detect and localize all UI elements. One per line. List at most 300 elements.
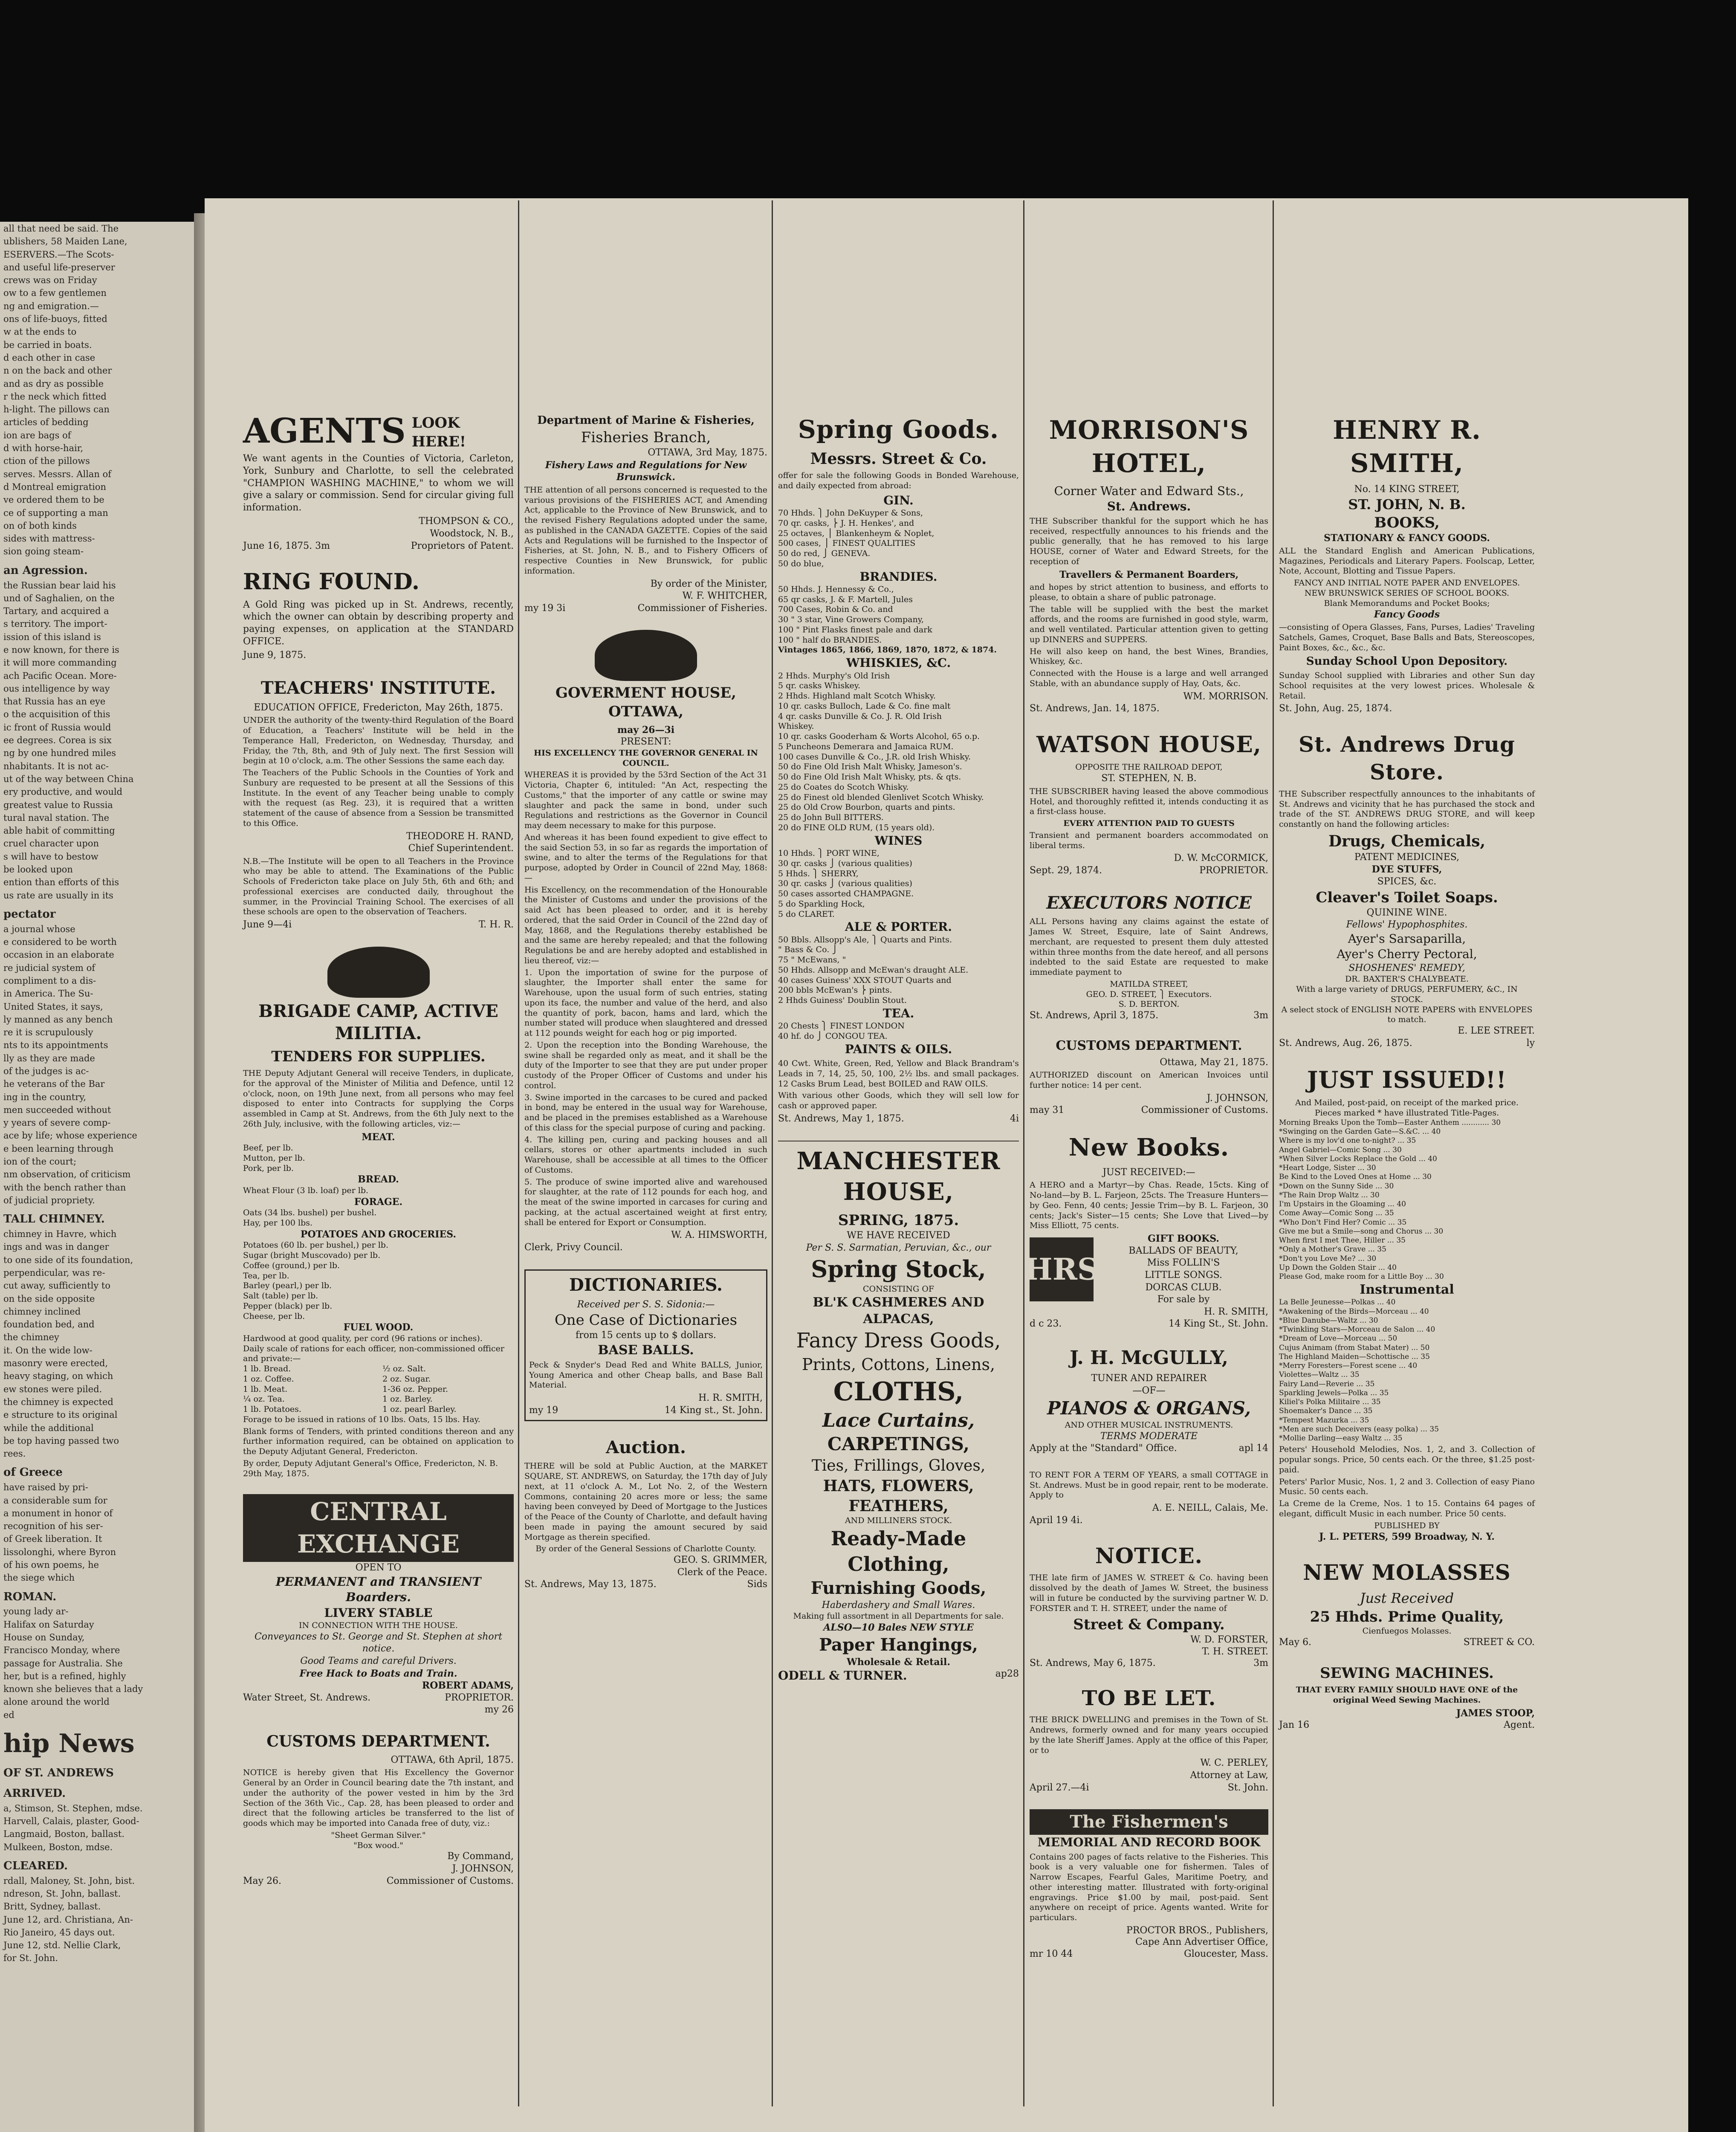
gin-head: GIN. <box>883 493 914 507</box>
fisheries-sign: W. F. WHITCHER, <box>682 591 767 602</box>
central-role: PROPRIETOR. <box>445 1692 514 1703</box>
drug-pectoral: Ayer's Cherry Pectoral, <box>1337 947 1477 962</box>
mcgully-sub: TUNER AND REPAIRER <box>1091 1373 1207 1384</box>
issued-sign: J. L. PETERS, 599 Broadway, N. Y. <box>1319 1531 1495 1543</box>
left-heading: TALL CHIMNEY. <box>3 1213 105 1226</box>
auction-body: THERE will be sold at Public Auction, at the MARKET SQUARE, ST. ANDREWS, on Saturday, the 17th day of July next, at 11 o'clock A. M., Lot No. 2, of the Western Commons, containing 20 acres more or less; the same having been conveyed by Deed of Mortgage to the Justices of the Peace of the County of Charlotte, and default having been made in paying the amount secured by said Mortgage as therein specified. <box>524 1461 767 1542</box>
gov-rule-2: 2. Upon the reception into the Bonding Warehouse, the swine shall be regarded only as meat, and it shall be the duty of the Importer to see that they are put under proper custody of the Proper Officer of Customs and under his control. <box>524 1040 767 1090</box>
drug-quinine: QUININE WINE. <box>1366 907 1447 918</box>
morrison-body2: and hopes by strict attention to business, and efforts to please, to obtain a share of public patronage. <box>1030 582 1268 602</box>
molasses-date: May 6. <box>1279 1637 1312 1648</box>
left-line: House on Sunday, <box>3 1632 85 1642</box>
left-line: ee degrees. Corea is six <box>3 735 112 746</box>
left-line: that Russia has an eye <box>3 696 106 707</box>
teachers-nb: N.B.—The Institute will be open to all Teachers in the Province who may be able to attend. The Examinations of the Public Schools of Fredericton take place on July 5th, 6th and 6th; and professional exercises are conducted daily, throughout the summer, in the Provincial Training School. The exercises of all these schools are open to the observation of Teachers. <box>243 856 514 917</box>
tea-list <box>778 1021 1019 1042</box>
left-line: s territory. The import- <box>3 619 107 629</box>
manchester-stock: Spring Stock, <box>811 1255 986 1283</box>
morrison-town: St. Andrews. <box>1107 499 1191 514</box>
column-3 <box>778 414 1019 1699</box>
left-line: to one side of its foundation, <box>3 1254 133 1265</box>
left-line: cut away, sufficiently to <box>3 1280 110 1291</box>
list-item: Tea, per lb. <box>243 1271 289 1280</box>
list-item: 25 do Old Crow Bourbon, quarts and pints. <box>778 802 955 812</box>
list-item: 2 Hhds Guiness' Doublin Stout. <box>778 996 907 1005</box>
left-line: d with horse-hair, <box>3 443 84 454</box>
left-line: ed <box>3 1709 14 1720</box>
mcgully-tag: apl 14 <box>1238 1443 1268 1454</box>
left-line: ESERVERS.—The Scots- <box>3 249 114 260</box>
manchester-consisting: CONSISTING OF <box>862 1284 935 1294</box>
left-line: recognition of his ser- <box>3 1521 103 1532</box>
left-line: sion going steam- <box>3 546 84 557</box>
column-rule <box>772 200 773 2106</box>
left-line: und of Saghalien, on the <box>3 593 115 603</box>
left-line: us rate are usually in its <box>3 890 113 901</box>
left-line: ublishers, 58 Maiden Lane, <box>3 236 127 247</box>
tea-head: TEA. <box>882 1006 914 1020</box>
list-item: Wheat Flour (3 lb. loaf) per lb. <box>243 1185 369 1195</box>
smith-nb: NEW BRUNSWICK SERIES OF SCHOOL BOOKS. <box>1304 588 1510 598</box>
notice-tag: 3m <box>1253 1658 1268 1669</box>
list-item: *Merry Foresters—Forest scene ... 40 <box>1279 1361 1418 1370</box>
left-line: and as dry as possible <box>3 378 104 389</box>
fishermen-date: mr 10 44 <box>1030 1948 1073 1959</box>
m-line-8: HATS, FLOWERS, FEATHERS, <box>823 1477 974 1515</box>
brandies-head: BRANDIES. <box>859 569 937 584</box>
customs2-title: CUSTOMS DEPARTMENT. <box>1056 1038 1242 1053</box>
smith-street: No. 14 KING STREET, <box>1354 484 1460 495</box>
brigade-forage: FORAGE. <box>354 1196 403 1208</box>
left-line: crews was on Friday <box>3 275 97 286</box>
brigade-meat: MEAT. <box>362 1131 395 1143</box>
mcgully-of: —OF— <box>1132 1385 1166 1396</box>
left-line: the chimney <box>3 1332 59 1343</box>
list-item: Coffee (ground,) per lb. <box>243 1260 340 1270</box>
list-item: 70 qr. casks, ⎬ J. H. Henkes', and <box>778 518 914 528</box>
central-conv: Conveyances to St. George and St. Stephen at short notice. <box>254 1631 503 1654</box>
customs-title: CUSTOMS DEPARTMENT. <box>266 1732 490 1750</box>
list-item: Oats (34 lbs. bushel) per bushel. <box>243 1208 377 1218</box>
executors-date: St. Andrews, April 3, 1875. <box>1030 1010 1159 1021</box>
issued-peters: Peters' Household Melodies, Nos. 1, 2, and 3. Collection of popular songs. Price, 50 cents each. Or the three, $1.25 post-paid. <box>1279 1445 1535 1474</box>
auction-sign: GEO. S. GRIMMER, <box>673 1555 767 1566</box>
gov-date: may 26—3i <box>617 724 675 736</box>
customs-discount-ad <box>1030 1037 1268 1117</box>
list-item: 50 Hhds. Allsopp and McEwan's draught ALE. <box>778 965 969 975</box>
m-line-7: Ties, Frillings, Gloves, <box>811 1457 986 1474</box>
manchester-house-ad <box>778 1141 1019 1684</box>
left-line: Francisco Monday, where <box>3 1645 120 1656</box>
executors-notice-ad <box>1030 892 1268 1022</box>
list-item: 4 qr. casks Dunville & Co. J. R. Old Irish <box>778 711 942 721</box>
dict-from: from 15 cents up to $ dollars. <box>575 1330 716 1341</box>
fishermen-sign: PROCTOR BROS., Publishers, <box>1126 1925 1268 1936</box>
left-heading: an Agression. <box>3 564 88 577</box>
drug-select: A select stock of ENGLISH NOTE PAPERS with ENVELOPES to match. <box>1281 1005 1533 1025</box>
central-exchange-ad <box>243 1494 514 1716</box>
left-line: chimney inclined <box>3 1306 81 1317</box>
left-line: re it is scrupulously <box>3 1027 93 1038</box>
left-line: Halifax on Saturday <box>3 1619 94 1630</box>
fishermen-body: Contains 200 pages of facts relative to the Fisheries. This book is a very valuable one for fishermen. Tales of Narrow Escapes, Fearful Gales, Maritime Poetry, and other interesting matter. Illustrated with forty-original engravings. Price $1.00 by mail, post-paid. Sent anywhere on receipt of price. Agents wanted. Write for particulars. <box>1030 1852 1268 1923</box>
gov-sign: W. A. HIMSWORTH, <box>671 1230 767 1241</box>
drug-spices: SPICES, &c. <box>1377 876 1437 887</box>
teachers-sign: THEODORE H. RAND, <box>406 831 514 842</box>
column-rule <box>518 200 519 2106</box>
gin-list <box>778 508 1019 569</box>
central-open: OPEN TO <box>355 1562 402 1573</box>
agents-role: Proprietors of Patent. <box>411 540 514 551</box>
left-line: passage for Australia. She <box>3 1658 123 1669</box>
sewing-sign: JAMES STOOP, <box>1456 1707 1535 1719</box>
auction-tag: Sids <box>747 1579 767 1590</box>
bread-list <box>243 1186 514 1196</box>
morrison-addr: Corner Water and Edward Sts., <box>1054 484 1244 498</box>
list-item: Please God, make room for a Little Boy ... 30 <box>1279 1272 1444 1281</box>
fisheries-dept: Department of Marine & Fisheries, <box>537 414 755 427</box>
list-item: 1 lb. Meat. <box>243 1384 288 1394</box>
list-item: 50 do red, ⎭ GENEVA. <box>778 549 871 559</box>
gift-4: DORCAS CLUB. <box>1145 1282 1222 1293</box>
list-item: 50 Bbls. Allsopp's Ale, ⎫ Quarts and Pints. <box>778 935 952 944</box>
executors-names <box>1030 979 1268 1010</box>
left-line: be top having passed two <box>3 1435 119 1446</box>
list-item: *Down on the Sunny Side ... 30 <box>1279 1182 1394 1191</box>
list-item: Whiskey. <box>778 721 814 731</box>
left-line: e now known, for there is <box>3 645 119 655</box>
left-line: it will more commanding <box>3 658 117 668</box>
smith-body: ALL the Standard English and American Publications, Magazines, Periodicals and Literary Papers. Foolscap, Letter, Note, Account, Blotting and Tissue Papers. <box>1279 546 1535 576</box>
brigade-body: THE Deputy Adjutant General will receive Tenders, in duplicate, for the approval of the Minister of Militia and Defence, until 12 o'clock, noon, on 19th June next, from all persons who may feel disposed to enter into Contracts for supplying the Corps assembled in Camp at St. Andrews, from the 6th July next to the 26th July, inclusive, with the following articles, viz:— <box>243 1069 514 1129</box>
list-item: The Highland Maiden—Schottische ... 35 <box>1279 1352 1430 1361</box>
list-item: Cujus Animam (from Stabat Mater) ... 50 <box>1279 1343 1430 1352</box>
left-line: the siege which <box>3 1573 75 1583</box>
left-page-text <box>0 222 194 1966</box>
list-item: 1 lb. Potatoes. <box>243 1405 301 1414</box>
list-item: Potatoes (60 lb. per bushel,) per lb. <box>243 1240 389 1250</box>
left-line: of the judges is ac- <box>3 1066 89 1076</box>
molasses-from: Cienfuegos Molasses. <box>1362 1626 1452 1636</box>
left-line: the Russian bear laid his <box>3 580 116 591</box>
gift-head: GIFT BOOKS. <box>1148 1233 1219 1245</box>
list-item: Barley (pearl,) per lb. <box>243 1281 332 1291</box>
books-addr: 14 King St., St. John. <box>1169 1318 1268 1330</box>
gov-rule-5: 5. The produce of swine imported alive and warehoused for slaughter, at the rate of 112 pounds for each hog, and the meat of the swine imported in carcases for curing and packing, at the actual ascertained weight at first entry, shall be entered for Export or Consumption. <box>524 1177 767 1227</box>
list-item: MATILDA STREET, <box>1110 979 1188 989</box>
smith-books: BOOKS, <box>1374 514 1440 532</box>
brandy-list <box>778 585 1019 646</box>
m-line-14: ALSO—10 Bales NEW STYLE <box>823 1622 974 1634</box>
list-item: 30 qr. casks ⎭ (various qualities) <box>778 879 912 889</box>
fishermen-ad <box>1030 1809 1268 1960</box>
fisheries-date: my 19 3i <box>524 603 566 614</box>
left-heading: ARRIVED. <box>3 1787 66 1800</box>
left-line: sides with mattress- <box>3 533 95 544</box>
left-line: ce of supporting a man <box>3 507 108 518</box>
morrison-body3: The table will be supplied with the best the market affords, and the rooms are furnished in good style, warm, and well ventilated. Particular attention given to getting up DINNERS and SUPPERS. <box>1030 604 1268 644</box>
manchester-season: SPRING, 1875. <box>838 1212 959 1229</box>
list-item: 30 qr. casks ⎭ (various qualities) <box>778 858 912 868</box>
watson-body: THE SUBSCRIBER having leased the above commodious Hotel, and thoroughly refitted it, intends conducting it as a first-class house. <box>1030 786 1268 817</box>
list-item: 5 Hhds. ⎫ SHERRY, <box>778 869 859 878</box>
mcgully-ad <box>1030 1346 1268 1455</box>
list-item: Mutton, per lb. <box>243 1153 305 1163</box>
left-line: ic front of Russia would <box>3 722 111 733</box>
issued-title: JUST ISSUED!! <box>1307 1066 1507 1094</box>
rent-sign: A. E. NEILL, Calais, Me. <box>1152 1503 1268 1514</box>
watson-house-ad <box>1030 730 1268 877</box>
left-line: ng and emigration.— <box>3 301 99 311</box>
spring-firm: Messrs. Street & Co. <box>810 450 987 468</box>
left-line: nhabitants. It is not ac- <box>3 761 109 771</box>
list-item: Kiliel's Polka Militaire ... 35 <box>1279 1398 1381 1407</box>
let-title: TO BE LET. <box>1082 1686 1216 1711</box>
customs-sign: J. JOHNSON, <box>452 1863 514 1874</box>
list-item: 700 Cases, Robin & Co. and <box>778 605 893 614</box>
morrison-bold: Travellers & Permanent Boarders, <box>1059 569 1239 580</box>
list-item: Come Away—Comic Song ... 35 <box>1279 1209 1394 1218</box>
drug-baxter: DR. BAXTER'S CHALYBEATE. <box>1345 974 1469 984</box>
m-line-1: BL'K CASHMERES AND ALPACAS, <box>813 1295 984 1327</box>
watson-bold: EVERY ATTENTION PAID TO GUESTS <box>1063 819 1235 828</box>
mcgully-apply: Apply at the "Standard" Office. <box>1030 1443 1177 1454</box>
left-line: of his own poems, he <box>3 1559 99 1570</box>
list-item: *Mollie Darling—easy Waltz ... 35 <box>1279 1434 1403 1443</box>
list-item: GEO. D. STREET, ⎫ Executors. <box>1086 989 1212 999</box>
let-role: Attorney at Law, <box>1190 1770 1268 1781</box>
teachers-role: Chief Superintendent. <box>408 843 514 854</box>
list-item: 100 cases Dunville & Co., J.R. old Irish Whisky. <box>778 752 971 762</box>
left-line: have raised by pri- <box>3 1482 88 1493</box>
notice-title: NOTICE. <box>1095 1543 1203 1569</box>
customs2-body: AUTHORIZED discount on American Invoices until further notice: 14 per cent. <box>1030 1070 1268 1090</box>
to-rent-ad <box>1030 1470 1268 1527</box>
books-just: JUST RECEIVED:— <box>1102 1167 1195 1178</box>
list-item: 10 qr. casks Gooderham & Worts Alcohol, 65 o.p. <box>778 732 980 742</box>
left-line: ention than efforts of this <box>3 877 119 888</box>
teachers-dateline: EDUCATION OFFICE, Fredericton, May 26th, 1875. <box>254 702 503 713</box>
left-line: he veterans of the Bar <box>3 1079 105 1089</box>
dict-received: Received per S. S. Sidonia:— <box>577 1299 715 1310</box>
left-line: while the additional <box>3 1422 94 1433</box>
left-line: a monument in honor of <box>3 1508 113 1518</box>
left-line: n on the back and other <box>3 365 112 376</box>
list-item: *Who Don't Find Her? Comic ... 35 <box>1279 1218 1407 1227</box>
list-item: Beef, per lb. <box>243 1143 293 1153</box>
left-line: perpendicular, was re- <box>3 1267 105 1278</box>
m-line-2: Fancy Dress Goods, <box>796 1329 1001 1353</box>
left-line: heavy staging, on which <box>3 1371 113 1382</box>
dict-sign: H. R. SMITH, <box>698 1393 763 1404</box>
customs-by: By Command, <box>447 1851 514 1862</box>
left-line: for St. John. <box>3 1953 58 1964</box>
drug-ayers: Ayer's Sarsaparilla, <box>1348 931 1466 946</box>
brigade-subtitle: TENDERS FOR SUPPLIES. <box>271 1048 486 1065</box>
brigade-potatoes: POTATOES AND GROCERIES. <box>300 1228 457 1240</box>
list-item: T. H. STREET. <box>1202 1646 1268 1657</box>
left-line: r the neck which fitted <box>3 391 107 402</box>
agents-body: We want agents in the Counties of Victoria, Carleton, York, Sunbury and Charlotte, to sell the celebrated "CHAMPION WASHING MACHINE," to whom we will give a salary or commission. Send for circular giving full information. <box>243 453 514 513</box>
column-rule <box>1273 200 1274 2106</box>
smith-date: St. John, Aug. 25, 1874. <box>1279 703 1392 714</box>
notice-names <box>1030 1634 1268 1657</box>
left-line: ion are bags of <box>3 430 71 440</box>
ring-title: RING FOUND. <box>243 569 420 595</box>
list-item: 2 Hhds. Highland malt Scotch Whisky. <box>778 691 936 701</box>
brigade-title: BRIGADE CAMP, ACTIVE MILITIA. <box>258 1001 498 1043</box>
list-item: Give me but a Smile—song and Chorus ... 30 <box>1279 1227 1444 1236</box>
list-item: *Tempest Mazurka ... 35 <box>1279 1416 1369 1425</box>
teachers-initials: T. H. R. <box>478 919 514 930</box>
fuel-line: Hardwood at good quality, per cord (96 rations or inches). <box>243 1333 483 1343</box>
gov-body2: And whereas it has been found expedient to give effect to the said Section 53, in so far as regards the importation of swine, and to alter the terms of the Regulations for that purpose, adopted by Order in Council of 22nd May, 1868:— <box>524 832 767 883</box>
list-item: Fairy Land—Reverie ... 35 <box>1279 1379 1375 1388</box>
left-line: articles of bedding <box>3 417 89 428</box>
morrison-body5: Connected with the House is a large and well arranged Stable, with an abundance supply of Hay, Oats, &c. <box>1030 669 1268 688</box>
left-line: re judicial system of <box>3 962 95 973</box>
ring-body: A Gold Ring was picked up in St. Andrews, recently, which the owner can obtain by describing property and paying expenses, on application at the STANDARD OFFICE. <box>243 599 514 647</box>
drug-fellows: Fellows' Hypophosphites. <box>1346 919 1468 930</box>
left-line: ery productive, and would <box>3 787 123 797</box>
left-line: known she believes that a lady <box>3 1684 143 1695</box>
left-line: men succeeded without <box>3 1104 111 1115</box>
agents-title: AGENTS <box>243 411 406 451</box>
left-line: lly as they are made <box>3 1053 95 1063</box>
ale-head: ALE & PORTER. <box>845 920 952 934</box>
mcgully-musical: AND OTHER MUSICAL INSTRUMENTS. <box>1065 1420 1233 1430</box>
executors-body: ALL Persons having any claims against the estate of James W. Street, Esquire, late of Saint Andrews, merchant, are requested to present them duly attested within three months from the date hereof, and all persons indebted to the said Estate are requested to make immediate payment to <box>1030 917 1268 977</box>
left-line: Harvell, Calais, plaster, Good- <box>3 1816 139 1826</box>
dict-body: Peck & Snyder's Dead Red and White BALLS, Junior, Young America and other Cheap balls, and Base Ball Material. <box>529 1360 763 1390</box>
dict-addr: 14 King st., St. John. <box>664 1405 763 1416</box>
drug-tag: ly <box>1526 1037 1535 1049</box>
left-line: with the bench rather than <box>3 1182 126 1193</box>
agents-ad <box>243 411 514 552</box>
left-line: on of both kinds <box>3 520 77 531</box>
list-item: Cheese, per lb. <box>243 1311 305 1321</box>
left-line: ction of the pillows <box>3 456 90 466</box>
left-line: a, Stimson, St. Stephen, mdse. <box>3 1803 143 1813</box>
ale-list <box>778 935 1019 1006</box>
left-line: in America. The Su- <box>3 988 93 999</box>
left-line: cruel character upon <box>3 838 99 849</box>
drug-drugs: Drugs, Chemicals, <box>1328 832 1486 850</box>
smith-body3: Sunday School supplied with Libraries and other Sun day School requisites at the very lowest prices. Wholesale & Retail. <box>1279 671 1535 701</box>
smith-body2: —consisting of Opera Glasses, Fans, Purses, Ladies' Traveling Satchels, Games, Croquet, Base Balls and Bats, Stereoscopes, Paint Boxes, &c., &c., &c. <box>1279 623 1535 652</box>
customs-ad <box>243 1732 514 1887</box>
issued-creme: La Creme de la Creme, Nos. 1 to 15. Contains 64 pages of elegant, difficult Music in each number. Price 50 cents. <box>1279 1499 1535 1518</box>
central-conn: IN CONNECTION WITH THE HOUSE. <box>299 1621 458 1631</box>
central-date: my 26 <box>484 1704 514 1715</box>
left-line: ly manned as any bench <box>3 1014 113 1025</box>
list-item: *Men are such Deceivers (easy polka) ... 35 <box>1279 1425 1439 1434</box>
auction-date: St. Andrews, May 13, 1875. <box>524 1579 657 1590</box>
books-body: A HERO and a Martyr—by Chas. Reade, 15cts. King of No-land—by B. L. Farjeon, 25cts. The Treasure Hunters—by Geo. Fenn, 40 cents; Jessie Trim—by B. L. Farjeon, 30 cents; Jack's Sister—15 cents; She Love that Lived—by Miss Elliott, 75 cents. <box>1030 1180 1268 1231</box>
list-item: Sugar (bright Muscovado) per lb. <box>243 1251 381 1260</box>
smith-stat: STATIONARY & FANCY GOODS. <box>1324 533 1490 544</box>
new-books-ad <box>1024 1132 1268 1330</box>
central-good: Good Teams and careful Drivers. <box>300 1655 457 1666</box>
list-item: Hay, per 100 lbs. <box>243 1218 313 1228</box>
manchester-tag: ap28 <box>995 1669 1019 1680</box>
left-line: ings and was in danger <box>3 1242 109 1252</box>
sewing-role: Agent. <box>1504 1720 1535 1731</box>
manchester-received: WE HAVE RECEIVED <box>847 1230 950 1241</box>
watson-title: WATSON HOUSE, <box>1036 731 1261 758</box>
left-line: chimney in Havre, which <box>3 1229 117 1240</box>
left-line: w at the ends to <box>3 327 77 337</box>
left-line: June 12, ard. Christiana, An- <box>3 1914 133 1925</box>
auction-title: Auction. <box>606 1437 686 1458</box>
list-item: 2 Hhds. Murphy's Old Irish <box>778 671 890 681</box>
list-item: S. D. BERTON. <box>1118 999 1180 1009</box>
left-line: it. On the wide low- <box>3 1345 93 1356</box>
list-item: 1 oz. Coffee. <box>243 1374 294 1384</box>
grocery-list <box>243 1240 514 1321</box>
list-item: 1 oz. Barley. <box>382 1394 433 1404</box>
henry-smith-ad <box>1279 414 1535 715</box>
forage-list <box>243 1208 514 1228</box>
list-item: Violettes—Waltz ... 35 <box>1279 1370 1360 1379</box>
left-line: compliment to a dis- <box>3 975 96 986</box>
issued-parlor: Peters' Parlor Music, Nos. 1, 2 and 3. Collection of easy Piano Music. 50 cents each. <box>1279 1477 1535 1497</box>
left-line: of Greek liberation. It <box>3 1534 102 1544</box>
smith-sunday: Sunday School Upon Depository. <box>1306 655 1508 668</box>
list-item: *Dream of Love—Morceau ... 50 <box>1279 1334 1397 1343</box>
customs-dateline: OTTAWA, 6th April, 1875. <box>391 1754 514 1765</box>
list-item: ½ oz. Salt. <box>382 1364 426 1374</box>
instr-head: Instrumental <box>1360 1282 1454 1298</box>
left-line: lissolonghi, where Byron <box>3 1547 116 1557</box>
m-line-15: Paper Hangings, <box>819 1634 978 1655</box>
left-heading: pectator <box>3 907 56 921</box>
list-item: La Belle Jeunesse—Polkas ... 40 <box>1279 1298 1396 1307</box>
list-item: 50 Hhds. J. Hennessy & Co., <box>778 584 894 594</box>
left-line: masonry were erected, <box>3 1358 108 1369</box>
spring-date: St. Andrews, May 1, 1875. <box>778 1113 904 1124</box>
gov-rule-4: 4. The killing pen, curing and packing houses and all cellars, stores or other apartments included in such Warehouse, shall be accessible at all times to the Officer of Customs. <box>524 1135 767 1175</box>
list-item: Up Down the Golden Stair ... 40 <box>1279 1263 1397 1272</box>
list-item: Be Kind to the Loved Ones at Home ... 30 <box>1279 1173 1432 1182</box>
notice-firm: Street & Company. <box>1073 1616 1225 1634</box>
fishermen-title2: MEMORIAL AND RECORD BOOK <box>1037 1835 1261 1850</box>
left-line: ow to a few gentlemen <box>3 288 107 298</box>
list-item: ¼ oz. Tea. <box>243 1394 285 1404</box>
list-item: 25 do Finest old blended Glenlivet Scotch Whisky. <box>778 792 984 802</box>
dictionaries-ad <box>524 1269 767 1422</box>
smith-fancy: FANCY AND INITIAL NOTE PAPER AND ENVELOPES. <box>1293 578 1520 588</box>
let-date: April 27.—4i <box>1030 1782 1089 1793</box>
auction-ad <box>524 1437 767 1591</box>
smith-city: ST. JOHN, N. B. <box>1348 496 1466 513</box>
paints-head: PAINTS & OILS. <box>845 1042 952 1056</box>
coat-of-arms-emblem <box>595 630 697 681</box>
to-be-let-ad <box>1030 1685 1268 1794</box>
gov-body: WHEREAS it is provided by the 53rd Section of the Act 31 Victoria, Chapter 6, intituled: "An Act, respecting the Customs," that the importer of any cattle or swine may slaughter and pack the same in bond, under such Regulations and restrictions as the Governor in Council may deem necessary to make for this purpose. <box>524 770 767 831</box>
m-line-16: Wholesale & Retail. <box>847 1656 950 1668</box>
list-item: 1-36 oz. Pepper. <box>382 1384 448 1394</box>
left-line: of judicial propriety. <box>3 1195 95 1205</box>
books-title: New Books. <box>1068 1133 1230 1162</box>
manchester-per: Per S. S. Sarmatian, Peruvian, &c., our <box>806 1242 991 1253</box>
teachers-title: TEACHERS' INSTITUTE. <box>260 678 496 698</box>
left-line: Rio Janeiro, 45 days out. <box>3 1927 115 1938</box>
notice-date: St. Andrews, May 6, 1875. <box>1030 1658 1156 1669</box>
list-item: 50 do Fine Old Irish Malt Whisky, Jameson's. <box>778 762 962 772</box>
list-item: 40 hf. do ⎭ CONGOU TEA. <box>778 1031 888 1041</box>
ration-line: Daily scale of rations for each officer, non-commissioned officer and private:— <box>243 1344 504 1364</box>
